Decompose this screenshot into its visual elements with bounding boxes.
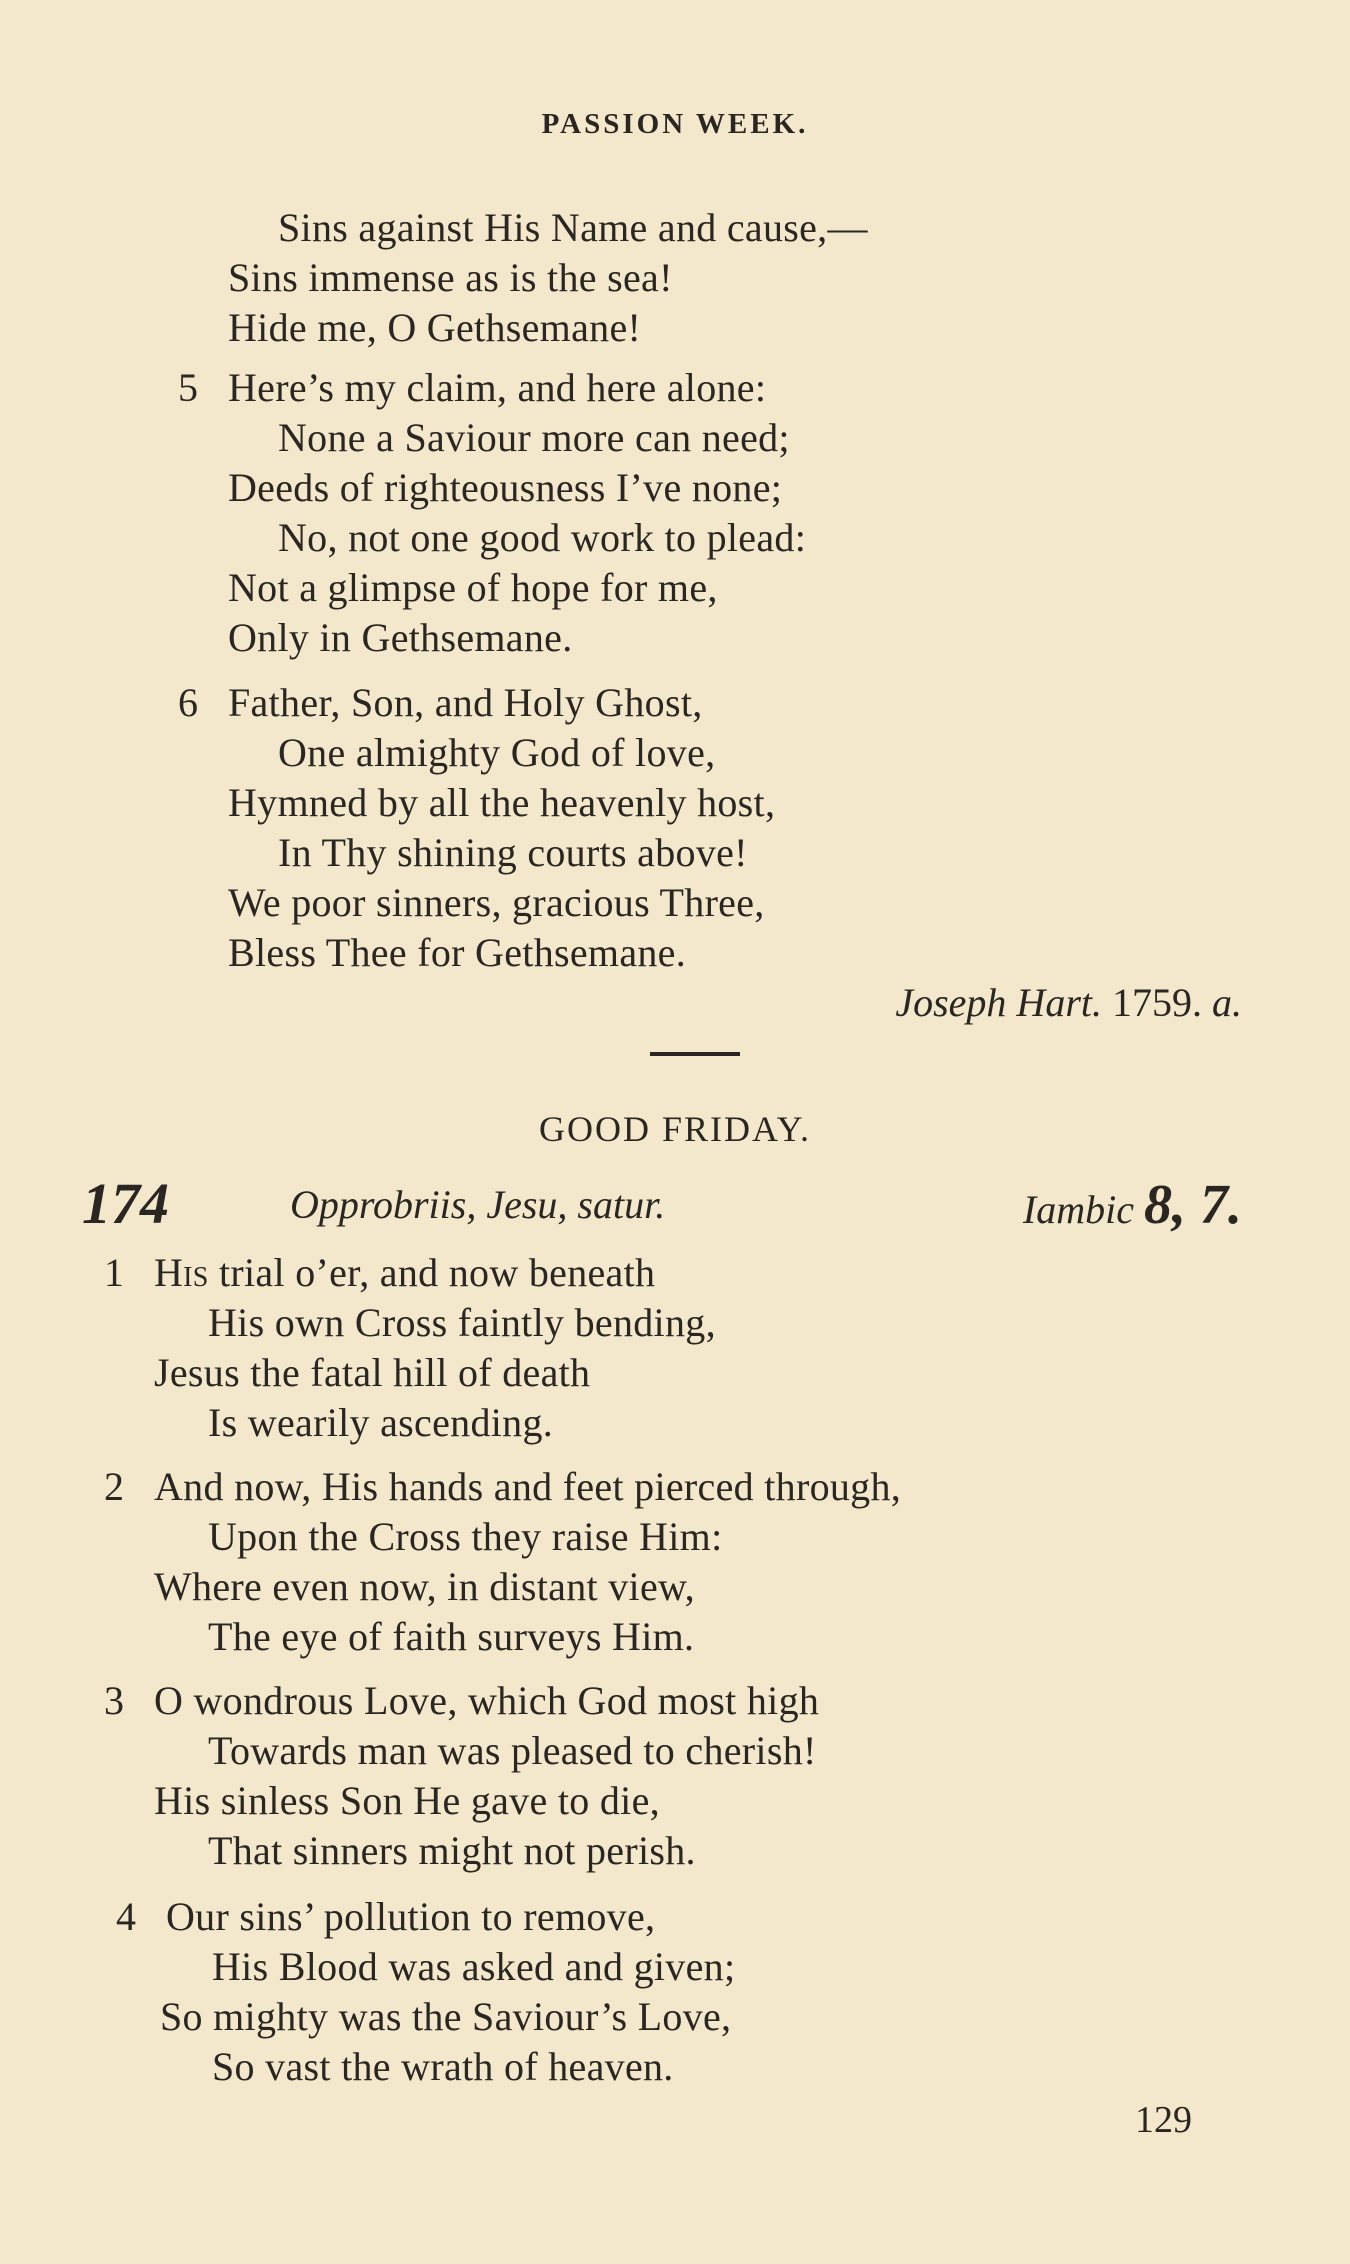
stanza-number: 4 xyxy=(116,1894,136,1939)
verse-line: No, not one good work to plead: xyxy=(278,515,807,560)
verse-line: So vast the wrath of heaven. xyxy=(212,2044,674,2089)
verse-line: The eye of faith surveys Him. xyxy=(208,1614,695,1659)
verse-line: Sins immense as is the sea! xyxy=(228,255,673,300)
verse-line: Our sins’ pollution to remove, xyxy=(166,1894,656,1939)
stanza-number: 5 xyxy=(178,365,198,410)
verse-line: Bless Thee for Gethsemane. xyxy=(228,930,687,975)
verse-line: That sinners might not perish. xyxy=(208,1828,696,1873)
verse-line: Hide me, O Gethsemane! xyxy=(228,305,642,350)
meter-numbers: 8, 7. xyxy=(1144,1174,1242,1236)
first-word: His xyxy=(154,1250,209,1295)
section-divider xyxy=(650,1052,740,1056)
verse-line: O wondrous Love, which God most high xyxy=(154,1678,820,1723)
meter-label: Iambic xyxy=(1022,1187,1134,1232)
verse-line xyxy=(154,1248,655,1298)
stanza-number: 2 xyxy=(104,1464,124,1509)
verse-line: And now, His hands and feet pierced through, xyxy=(154,1464,902,1509)
verse-line: We poor sinners, gracious Three, xyxy=(228,880,765,925)
stanza-number: 1 xyxy=(104,1250,124,1295)
attribution-mark: a. xyxy=(1212,980,1242,1025)
verse-line: His own Cross faintly bending, xyxy=(208,1300,716,1345)
verse-line: Deeds of righteousness I’ve none; xyxy=(228,465,783,510)
hymn-latin-title: Opprobriis, Jesu, satur. xyxy=(290,1182,666,1227)
verse-line: Towards man was pleased to cherish! xyxy=(208,1728,817,1773)
verse-line: Father, Son, and Holy Ghost, xyxy=(228,680,703,725)
verse-line-rest: trial o’er, and now beneath xyxy=(208,1250,656,1295)
running-head: PASSION WEEK. xyxy=(541,108,809,140)
verse-line: Sins against His Name and cause,— xyxy=(278,205,868,250)
verse-line: In Thy shining courts above! xyxy=(278,830,748,875)
verse-line: Hymned by all the heavenly host, xyxy=(228,780,776,825)
verse-line: His sinless Son He gave to die, xyxy=(154,1778,660,1823)
verse-line: One almighty God of love, xyxy=(278,730,716,775)
verse-line: Only in Gethsemane. xyxy=(228,615,573,660)
hymn-meter xyxy=(1022,1174,1242,1236)
verse-line: His Blood was asked and given; xyxy=(212,1944,736,1989)
verse-line: Is wearily ascending. xyxy=(208,1400,554,1445)
hymn-number: 174 xyxy=(82,1171,169,1236)
verse-line: Where even now, in distant view, xyxy=(154,1564,695,1609)
author-name: Joseph Hart. xyxy=(895,980,1102,1025)
verse-line: Here’s my claim, and here alone: xyxy=(228,365,767,410)
page-number: 129 xyxy=(1135,2099,1192,2141)
stanza-number: 6 xyxy=(178,680,198,725)
section-title: GOOD FRIDAY. xyxy=(538,1109,812,1149)
attribution-year: 1759. xyxy=(1112,980,1202,1025)
attribution xyxy=(895,978,1242,1028)
verse-line: None a Saviour more can need; xyxy=(278,415,790,460)
stanza-number: 3 xyxy=(104,1678,124,1723)
verse-line: Upon the Cross they raise Him: xyxy=(208,1514,723,1559)
verse-line: So mighty was the Saviour’s Love, xyxy=(160,1994,732,2039)
verse-line: Jesus the fatal hill of death xyxy=(154,1350,591,1395)
verse-line: Not a glimpse of hope for me, xyxy=(228,565,718,610)
